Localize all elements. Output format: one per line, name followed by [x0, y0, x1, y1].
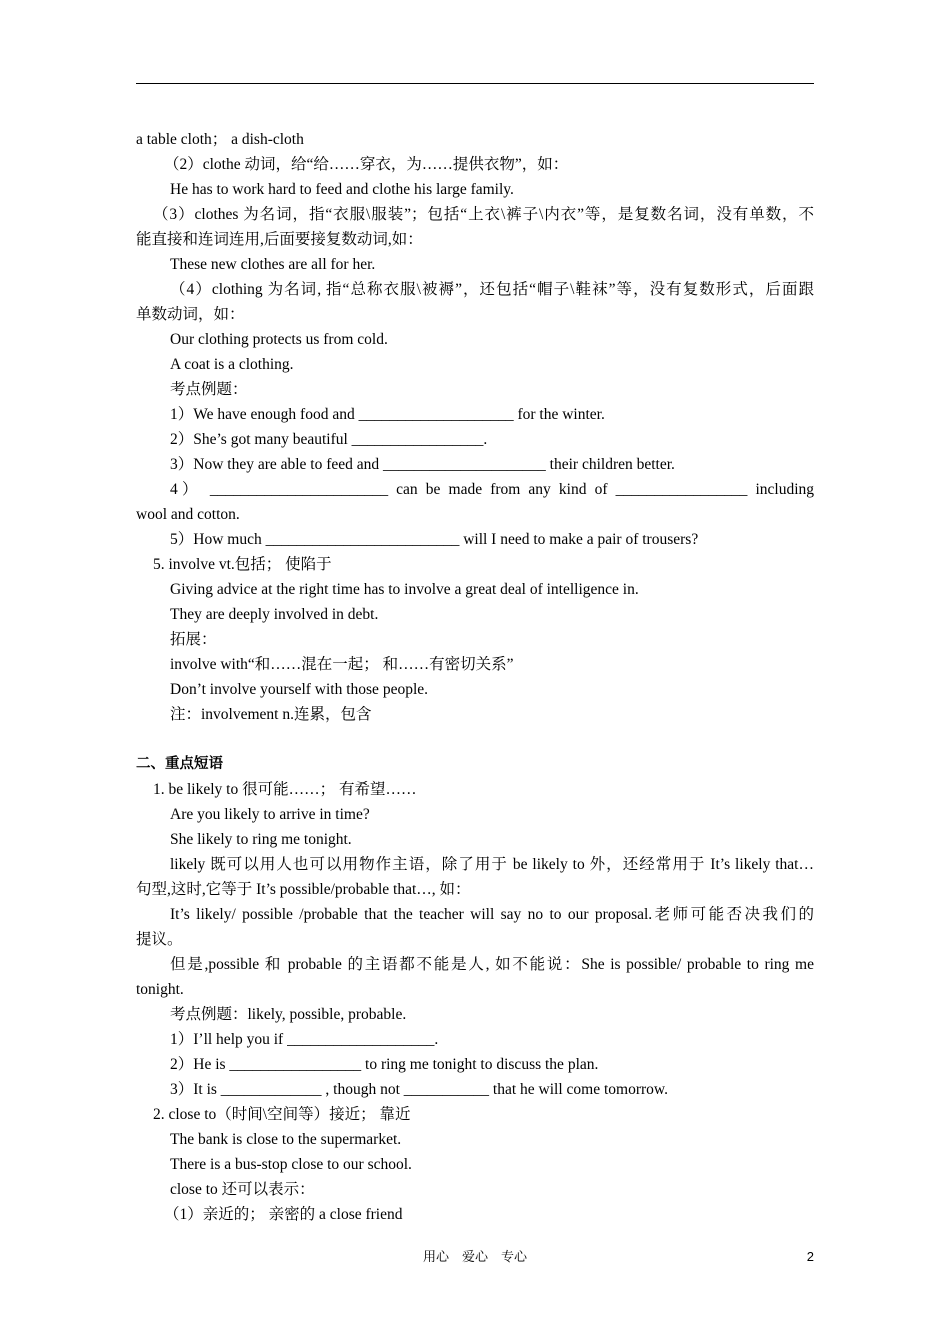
exercise-item: 2）He is _________________ to ring me tonight to discuss the plan. [170, 1056, 599, 1073]
text-line: Are you likely to arrive in time? [170, 806, 370, 823]
vocab-entry: 5. involve vt.包括； 使陷于 [153, 556, 332, 573]
text-line: （3）clothes 为名词，指“衣服\服装”；包括“上衣\裤子\内衣”等，是复数名词，没有单数，不 [153, 206, 814, 223]
text-line: tonight. [136, 981, 184, 998]
text-line: She likely to ring me tonight. [170, 831, 352, 848]
text-line: （2）clothe 动词，给“给……穿衣，为……提供衣物”，如： [164, 156, 569, 173]
text-line: Don’t involve yourself with those people. [170, 681, 429, 698]
footer-motto: 用心 爱心 专心 [422, 1249, 527, 1264]
text-line: These new clothes are all for her. [170, 256, 376, 273]
exercise-item: 1）I’ll help you if ___________________. [170, 1031, 439, 1048]
text-line: 拓展： [170, 631, 217, 648]
phrase-entry: 1. be likely to 很可能……； 有希望…… [153, 781, 417, 798]
header-rule [136, 83, 814, 84]
text-line: 提议。 [136, 931, 183, 948]
page-number: 2 [806, 1249, 814, 1264]
text-line: There is a bus-stop close to our school. [170, 1156, 412, 1173]
text-line: He has to work hard to feed and clothe his large family. [170, 181, 514, 198]
text-line: （4）clothing 为名词, 指“总称衣服\被褥”，还包括“帽子\鞋袜”等，没有复数形式，后面跟 [170, 281, 814, 298]
exercise-item: 5）How much _________________________ will I need to make a pair of trousers? [170, 531, 699, 548]
exercise-item: 3）Now they are able to feed and _____________________ their children better. [170, 456, 675, 473]
text-line: close to 还可以表示： [170, 1181, 315, 1198]
text-line: Our clothing protects us from cold. [170, 331, 388, 348]
text-line: likely 既可以用人也可以用物作主语，除了用于 be likely to 外，还经常用于 It’s likely that… [170, 856, 814, 873]
text-line: The bank is close to the supermarket. [170, 1131, 402, 1148]
document-body [136, 127, 814, 1227]
text-line: 句型,这时,它等于 It’s possible/probable that…, 如： [136, 881, 471, 898]
text-line: They are deeply involved in debt. [170, 606, 379, 623]
text-line: involve with“和……混在一起； 和……有密切关系” [170, 656, 514, 673]
text-line: 单数动词，如： [136, 306, 245, 323]
text-line: It’s likely/ possible /probable that the teacher will say no to our proposal.老师可能否决我们的 [170, 906, 814, 923]
text-line: A coat is a clothing. [170, 356, 294, 373]
text-line: Giving advice at the right time has to involve a great deal of intelligence in. [170, 581, 639, 598]
text-line: （1）亲近的； 亲密的 a close friend [164, 1206, 403, 1223]
exercise-item: 2）She’s got many beautiful _________________. [170, 431, 488, 448]
text-line: 注：involvement n.连累，包含 [170, 706, 372, 723]
text-line: 能直接和连词连用,后面要接复数动词,如： [136, 231, 423, 248]
section-heading: 二、重点短语 [136, 756, 223, 772]
exercise-item-continued: wool and cotton. [136, 506, 240, 523]
exercise-item: 3）It is _____________ , though not ___________ that he will come tomorrow. [170, 1081, 668, 1098]
exercise-heading: 考点例题：likely, possible, probable. [170, 1006, 407, 1023]
text-line: 但是,possible 和 probable 的主语都不能是人, 如不能说：She is possible/ probable to ring me [170, 956, 814, 973]
exercise-heading: 考点例题： [170, 381, 248, 398]
exercise-item: 4） _______________________ can be made from any kind of _________________ including [170, 481, 814, 498]
text-line: a table cloth； a dish-cloth [136, 131, 304, 148]
phrase-entry: 2. close to（时间\空间等）接近； 靠近 [153, 1106, 411, 1123]
exercise-item: 1）We have enough food and ____________________ for the winter. [170, 406, 605, 423]
blank-line [136, 727, 814, 752]
